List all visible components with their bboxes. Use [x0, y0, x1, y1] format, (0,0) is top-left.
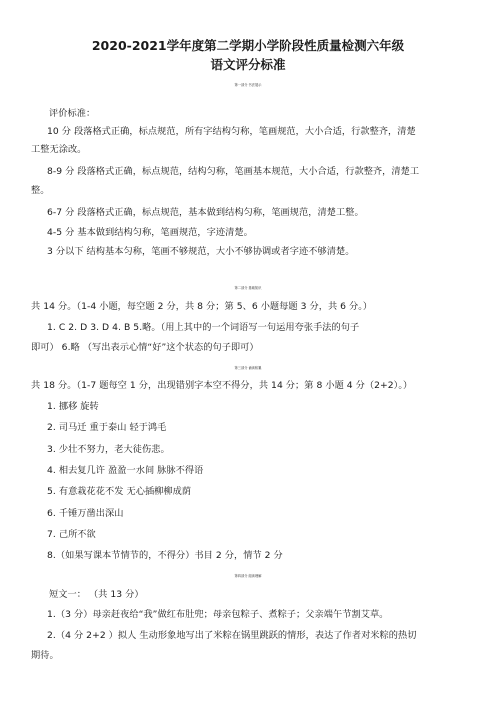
list-item: 6. 千锤万凿出深山	[47, 508, 124, 519]
criteria-line: 6-7 分 段落格式正确，标点规范，基本做到结构匀称，笔画规范，清楚工整。	[47, 207, 364, 218]
part1-heading: 第一部分 书法展示	[234, 83, 262, 87]
list-item: 4. 相去复几许 盈盈一水间 脉脉不得语	[47, 465, 204, 476]
part3-heading: 第三部分 诵读积累	[234, 366, 262, 370]
part4-subheading: 短文一： （共 13 分）	[49, 589, 144, 600]
part2-line: 即可） 6.略 （写出表示心情“好”这个状态的句子即可）	[31, 342, 259, 353]
document-subtitle: 语文评分标准	[210, 57, 286, 72]
criteria-line: 10 分 段落格式正确，标点规范，所有字结构匀称，笔画规范，大小合适，行款整齐，清楚	[47, 126, 416, 137]
list-item: 7. 己所不欲	[47, 529, 96, 540]
criteria-line: 工整无涂改。	[31, 144, 87, 155]
criteria-line: 4-5 分 基本做到结构匀称，笔画规范，字迹清楚。	[47, 227, 253, 238]
criteria-line: 3 分以下 结构基本匀称，笔画不够规范，大小不够协调或者字迹不够清楚。	[47, 246, 355, 257]
criteria-line: 8-9 分 段落格式正确，标点规范，结构匀称，笔画基本规范，大小合适，行款整齐，清楚工	[47, 166, 420, 177]
criteria-line: 整。	[31, 185, 50, 196]
list-item: 5. 有意栽花花不发 无心插柳柳成荫	[47, 486, 192, 497]
document-title: 2020-2021学年度第二学期小学阶段性质量检测六年级	[91, 38, 405, 53]
part2-line: 1. C 2. D 3. D 4. B 5.略。（用上其中的一个词语写一句运用夸张手法的句子	[47, 322, 360, 333]
criteria-label: 评价标准：	[49, 108, 96, 119]
part3-intro: 共 18 分。（1-7 题每空 1 分，出现错别字本空不得分，共 14 分；第 8 小题 4 分（2+2）。）	[31, 380, 413, 391]
part2-heading: 第二部分 基础知识	[234, 286, 262, 290]
list-item: 8.（如果写课本节情节的，不得分）书目 2 分，情节 2 分	[47, 550, 283, 561]
part2-line: 共 14 分。（1-4 小题，每空题 2 分，共 8 分；第 5、6 小题每题 3 分，共 6 分。）	[31, 301, 373, 312]
part4-line: 1.（3 分）母亲赶夜给“我”做红布肚兜；母亲包粽子、煮粽子；父亲端午节割艾草。	[47, 609, 389, 620]
list-item: 2. 司马迁 重于泰山 轻于鸿毛	[47, 422, 167, 433]
list-item: 1. 挪移 旋转	[47, 401, 99, 412]
list-item: 3. 少壮不努力，老大徒伤悲。	[47, 444, 170, 455]
part4-heading: 第四部分 阅读理解	[234, 574, 262, 578]
part4-line: 期待。	[31, 650, 59, 661]
part4-line: 2.（4 分 2+2 ）拟人 生动形象地写出了米粽在锅里跳跃的情形，表达了作者对米粽的热切	[47, 630, 417, 641]
